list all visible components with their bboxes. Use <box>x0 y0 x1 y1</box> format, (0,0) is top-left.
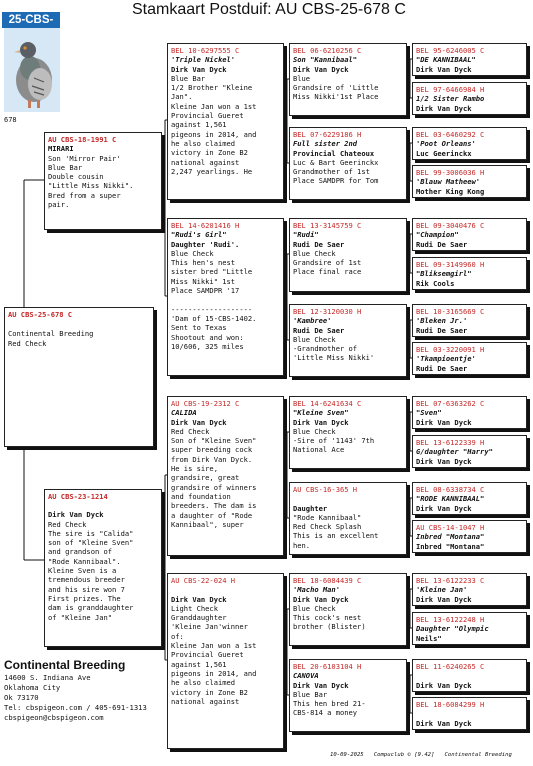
sire-name: MIRARI <box>48 144 74 154</box>
gen3-5-ring: AU CBS-16-365 H <box>293 485 358 494</box>
gen4-11-card <box>412 520 527 553</box>
gen3-3-line: Blue Check <box>293 334 336 344</box>
gen3-5-line: hen. <box>293 540 311 550</box>
gen3-5-line: Red Check Splash <box>293 522 362 532</box>
gen4-12-card <box>412 573 527 606</box>
gen3-2-line: Blue Check <box>293 248 336 258</box>
gen4-3-card <box>412 165 527 198</box>
sire-card <box>44 132 162 230</box>
gen3-4-line: Blue Check <box>293 426 336 436</box>
gen4-4-ring: BEL 09-3040476 C <box>416 221 485 230</box>
gen4-8-name: "Sven" <box>416 408 442 418</box>
dam-desc-line: The sire is "Calida" <box>48 528 134 538</box>
gen3-2-name: "Rudi" <box>293 230 319 240</box>
breeder-name: Continental Breeding <box>4 658 126 672</box>
gen2-3-owner: Dirk Van Dyck <box>171 594 227 604</box>
gen3-1-owner: Provincial Chateoux <box>293 148 375 158</box>
dam-owner: Dirk Van Dyck <box>48 510 104 520</box>
sire-desc-line: pair. <box>48 200 70 210</box>
gen4-14-ring: BEL 11-6240265 C <box>416 662 485 671</box>
gen3-0-ring: BEL 06-6210256 C <box>293 46 362 55</box>
gen2-3-ring: AU CBS-22-024 H <box>171 576 236 585</box>
gen4-6-owner: Rudi De Saer <box>416 325 468 335</box>
gen2-0-line: 2,247 yearlings. He <box>171 166 253 176</box>
footer-software: Compuclub © [9.42] <box>373 752 435 758</box>
gen4-3-ring: BEL 99-3006036 H <box>416 168 485 177</box>
gen3-6-card <box>289 573 407 646</box>
gen2-1-line: Shootout and won: <box>171 332 244 342</box>
gen4-11-owner: Inbred "Montana" <box>416 541 485 551</box>
gen2-0-name: 'Triple Nickel' <box>171 55 236 65</box>
gen3-5-card <box>289 482 407 555</box>
gen4-7-owner: Rudi De Saer <box>416 363 468 373</box>
dam-desc-line: Kleine Sven is a <box>48 566 117 576</box>
gen2-2-line: super breeding cock <box>171 445 253 455</box>
gen3-0-line: Blue <box>293 73 311 83</box>
gen3-4-line: -Sire of '1143' 7th <box>293 436 375 446</box>
gen2-3-line: pigeons in 2014, and <box>171 668 257 678</box>
gen2-2-line: and foundation <box>171 491 231 501</box>
dam-desc-line: Red Check <box>48 519 87 529</box>
gen4-9-card <box>412 435 527 468</box>
gen4-2-name: 'Poot Orleans' <box>416 139 476 149</box>
gen4-2-ring: BEL 03-6460292 C <box>416 130 485 139</box>
gen4-10-owner: Dirk Van Dyck <box>416 503 472 513</box>
gen3-1-ring: BEL 07-6229186 H <box>293 130 362 139</box>
page-title: Stamkaart Postduif: AU CBS-25-678 C <box>132 1 406 18</box>
gen2-3-line: victory in Zone B2 <box>171 687 248 697</box>
dam-desc-line: and grandson of <box>48 547 113 557</box>
gen4-14-card <box>412 659 527 692</box>
gen4-14-owner: Dirk Van Dyck <box>416 680 472 690</box>
gen3-5-line: This is an excellent <box>293 531 379 541</box>
gen3-1-line: Luc & Bart Geerinckx <box>293 157 379 167</box>
gen3-4-name: "Kleine Sven" <box>293 408 349 418</box>
breeder-address-3: Ok 73170 <box>4 693 39 702</box>
gen2-3-line: Granddaughter <box>171 613 227 623</box>
gen4-12-name: 'Kleine Jan' <box>416 585 468 595</box>
gen2-1-line: Sent to Texas <box>171 323 227 333</box>
gen4-4-name: "Champion" <box>416 230 459 240</box>
gen4-1-ring: BEL 97-6466984 H <box>416 85 485 94</box>
dam-desc-line: of "Kleine Jan" <box>48 612 113 622</box>
gen4-6-name: 'Bleken Jr.' <box>416 316 468 326</box>
breeder-phone: Tel: cbspigeon.com / 405-691-1313 <box>4 703 147 712</box>
gen3-1-card <box>289 127 407 200</box>
gen2-2-line: Kannibaal", super <box>171 519 244 529</box>
footer-date: 10-09-2025 <box>330 752 364 758</box>
gen2-3-line: 'Kleine Jan'winner <box>171 622 248 632</box>
gen2-0-line: Jan". <box>171 92 193 102</box>
gen3-6-name: 'Macho Man' <box>293 585 340 595</box>
breeder-email: cbspigeon@cbspigeon.com <box>4 713 104 722</box>
gen2-1-name: "Rudi's Girl" <box>171 230 227 240</box>
gen3-0-name: Son "Kannibaal" <box>293 55 358 65</box>
gen4-10-ring: BEL 08-6338734 C <box>416 485 485 494</box>
gen2-3-line: of: <box>171 631 184 641</box>
gen3-6-line: Blue Check <box>293 603 336 613</box>
gen4-0-name: "DE KANNIBAAL" <box>416 55 476 65</box>
gen4-9-owner: Dirk Van Dyck <box>416 456 472 466</box>
dam-ring: AU CBS-23-1214 <box>48 492 108 501</box>
gen4-4-owner: Rudi De Saer <box>416 239 468 249</box>
gen2-3-line: Light Check <box>171 603 218 613</box>
sire-description <box>48 154 158 210</box>
gen2-1-line: Miss Nikki" 1st <box>171 276 236 286</box>
gen3-7-line: This hen bred 21- <box>293 699 366 709</box>
sire-desc-line: Blue Bar <box>48 162 83 172</box>
gen4-11-name: Inbred "Montana" <box>416 532 485 542</box>
gen3-5-name <box>293 494 403 503</box>
gen2-3-line: Kleine Jan won a 1st <box>171 641 257 651</box>
gen4-15-owner: Dirk Van Dyck <box>416 718 472 728</box>
gen3-6-owner: Dirk Van Dyck <box>293 594 349 604</box>
gen2-2-line: grandsire, great <box>171 473 240 483</box>
gen3-2-owner: Rudi De Saer <box>293 239 345 249</box>
gen4-0-card <box>412 43 527 76</box>
sire-desc-line: Son 'Mirror Pair' <box>48 153 121 163</box>
subject-owner: Continental Breeding <box>8 329 94 339</box>
gen2-0-card <box>167 43 284 200</box>
gen4-6-card <box>412 304 527 337</box>
dam-desc-line: First prizes. The <box>48 593 121 603</box>
gen4-15-ring: BEL 18-6084299 H <box>416 700 485 709</box>
gen2-3-line: national against <box>171 696 240 706</box>
gen2-0-owner: Dirk Van Dyck <box>171 64 227 74</box>
gen4-1-name: 1/2 Sister Rambo <box>416 94 485 104</box>
photo-number: 678 <box>4 116 17 124</box>
gen2-2-line: from Dirk Van Dyck. <box>171 454 253 464</box>
gen3-7-card <box>289 659 407 732</box>
gen2-2-line: Son of "Kleine Sven" <box>171 436 257 446</box>
gen4-8-ring: BEL 07-6363262 C <box>416 399 485 408</box>
gen4-9-name: G/daughter "Harry" <box>416 447 493 457</box>
gen3-4-line: National Ace <box>293 445 345 455</box>
gen4-1-owner: Dirk Van Dyck <box>416 103 472 113</box>
gen4-13-name: Daughter "Olympic <box>416 624 489 634</box>
gen4-4-card <box>412 218 527 251</box>
gen2-3-line: he also claimed <box>171 678 236 688</box>
sire-desc-line: "Little Miss Nikki". <box>48 181 134 191</box>
breeder-info <box>4 660 164 723</box>
gen4-7-ring: BEL 03-3220091 H <box>416 345 485 354</box>
gen3-7-ring: BEL 20-6103104 H <box>293 662 362 671</box>
gen4-11-ring: AU CBS-14-1047 H <box>416 523 485 532</box>
dam-desc-line: son of "Kleine Sven" <box>48 538 134 548</box>
gen2-0-line: he also claimed <box>171 138 236 148</box>
gen4-8-card <box>412 396 527 429</box>
subject-ring: AU CBS-25-678 C <box>8 310 73 319</box>
gen4-3-owner: Mother King Kong <box>416 186 485 196</box>
gen4-13-ring: BEL 13-6122248 H <box>416 615 485 624</box>
dam-card <box>44 489 162 647</box>
gen2-2-line: grandsire of winners <box>171 482 257 492</box>
gen2-2-line: He is sire, <box>171 464 218 474</box>
gen2-0-line: Provincial Gueret <box>171 111 244 121</box>
gen2-0-line: Kleine Jan won a 1st <box>171 101 257 111</box>
gen3-2-ring: BEL 13-3145759 C <box>293 221 362 230</box>
gen4-5-card <box>412 257 527 290</box>
gen3-3-line: 'Little Miss Nikki' <box>293 353 375 363</box>
gen3-0-line: Grandsire of 'Little <box>293 83 379 93</box>
sire-ring: AU CBS-18-1991 C <box>48 135 117 144</box>
gen4-14-name <box>416 671 523 680</box>
gen3-4-owner: Dirk Van Dyck <box>293 417 349 427</box>
gen2-1-ring: BEL 14-6201416 H <box>171 221 240 230</box>
gen2-2-line: Red Check <box>171 426 210 436</box>
gen4-15-name <box>416 709 523 718</box>
sire-desc-line: Double cousin <box>48 172 104 182</box>
gen4-5-name: "Bliksemgirl" <box>416 269 472 279</box>
gen2-1-line: sister bred "Little <box>171 267 253 277</box>
dam-desc-line: tremendous breeder <box>48 575 125 585</box>
gen4-2-owner: Luc Geerinckx <box>416 148 472 158</box>
gen3-2-card <box>289 218 407 292</box>
gen4-10-card <box>412 482 527 515</box>
subject-card <box>4 307 154 447</box>
gen4-6-ring: BEL 10-3165669 C <box>416 307 485 316</box>
gen4-15-card <box>412 697 527 730</box>
gen3-3-name: 'Kambree' <box>293 316 332 326</box>
gen2-0-line: national against <box>171 157 240 167</box>
gen3-3-line: -Grandmother of <box>293 344 358 354</box>
gen3-1-name: Full sister 2nd <box>293 139 358 149</box>
ring-badge: 25-CBS- <box>2 12 60 28</box>
gen2-0-line: victory in Zone B2 <box>171 148 248 158</box>
gen2-1-owner: Daughter 'Rudi'. <box>171 239 240 249</box>
gen3-0-owner: Dirk Van Dyck <box>293 64 349 74</box>
gen3-3-owner: Rudi De Saer <box>293 325 345 335</box>
gen4-5-owner: Rik Cools <box>416 278 455 288</box>
gen3-7-line: Blue Bar <box>293 689 328 699</box>
breeder-address-2: Oklahoma City <box>4 683 61 692</box>
gen4-13-owner: Neils" <box>416 633 442 643</box>
subject-color: Red Check <box>8 338 47 348</box>
gen2-1-card <box>167 218 284 376</box>
gen3-6-line: This cock's nest <box>293 613 362 623</box>
gen2-2-ring: AU CBS-19-2312 C <box>171 399 240 408</box>
gen3-6-line: brother (Blister) <box>293 622 366 632</box>
dam-desc-line: dam is granddaughter <box>48 603 134 613</box>
gen4-0-owner: Dirk Van Dyck <box>416 64 472 74</box>
gen2-2-name: CALIDA <box>171 408 197 418</box>
footer-owner: Continental Breeding <box>444 752 512 758</box>
gen3-3-card <box>289 304 407 377</box>
gen2-1-line <box>171 295 280 304</box>
gen4-0-ring: BEL 95-6246005 C <box>416 46 485 55</box>
gen2-3-name <box>171 585 280 594</box>
gen2-2-line: a daughter of "Rode <box>171 510 253 520</box>
dam-desc-line: and his sire won 7 <box>48 584 125 594</box>
gen4-3-name: 'Blauw Matheew' <box>416 177 481 187</box>
gen4-7-name: 'Tkampioentje' <box>416 354 476 364</box>
footer <box>330 752 512 758</box>
gen3-2-line: Place final race <box>293 267 362 277</box>
gen3-5-line: "Rode Kannibaal" <box>293 512 362 522</box>
gen3-3-ring: BEL 12-3120030 H <box>293 307 362 316</box>
gen3-7-line: CBS-814 a money <box>293 708 358 718</box>
gen3-1-line: Grandmother of 1st <box>293 167 370 177</box>
gen4-13-card <box>412 612 527 645</box>
gen4-2-card <box>412 127 527 160</box>
gen2-1-line: ------------------- <box>171 304 253 314</box>
gen3-2-line: Grandsire of 1st <box>293 258 362 268</box>
dam-description <box>48 520 158 622</box>
gen2-1-line: 10/606, 325 miles <box>171 341 244 351</box>
gen4-1-card <box>412 82 527 115</box>
gen2-3-card <box>167 573 284 749</box>
gen4-5-ring: BEL 09-3149960 H <box>416 260 485 269</box>
gen3-5-owner: Daughter <box>293 503 328 513</box>
gen2-1-line: This hen's nest <box>171 258 236 268</box>
gen4-9-ring: BEL 13-6122339 H <box>416 438 485 447</box>
gen3-0-line: Miss Nikki'1st Place <box>293 92 379 102</box>
gen3-7-owner: Dirk Van Dyck <box>293 680 349 690</box>
gen4-12-ring: BEL 13-6122233 C <box>416 576 485 585</box>
gen4-12-owner: Dirk Van Dyck <box>416 594 472 604</box>
gen4-7-card <box>412 342 527 375</box>
gen3-1-line: Place SAMDPR for Tom <box>293 176 379 186</box>
gen2-0-line: against 1,561 <box>171 120 227 130</box>
gen3-0-card <box>289 43 407 116</box>
gen2-0-line: Blue Bar <box>171 73 206 83</box>
gen2-1-line: Place SAMDPR '17 <box>171 286 240 296</box>
gen4-10-name: "RODE KANNIBAAL" <box>416 494 485 504</box>
gen2-1-line: 'Dam of 15-CBS-1402. <box>171 313 257 323</box>
gen2-2-owner: Dirk Van Dyck <box>171 417 227 427</box>
gen2-0-line: 1/2 Brother "Kleine <box>171 83 253 93</box>
gen3-7-name: CANOVA <box>293 671 319 681</box>
breeder-address-1: 14600 S. Indiana Ave <box>4 673 91 682</box>
dam-desc-line: "Rode Kannibaal". <box>48 556 121 566</box>
gen3-6-ring: BEL 18-6084439 C <box>293 576 362 585</box>
gen2-2-line: breeders. The dam is <box>171 501 257 511</box>
gen2-3-line: against 1,561 <box>171 659 227 669</box>
gen3-4-ring: BEL 14-6241634 C <box>293 399 362 408</box>
gen2-1-line: Blue Check <box>171 248 214 258</box>
gen2-0-line: pigeons in 2014, and <box>171 129 257 139</box>
gen2-2-card <box>167 396 284 556</box>
gen4-8-owner: Dirk Van Dyck <box>416 417 472 427</box>
gen2-0-ring: BEL 10-6297555 C <box>171 46 240 55</box>
gen3-4-card <box>289 396 407 469</box>
sire-desc-line: Bred from a super <box>48 190 121 200</box>
gen2-3-line: Provincial Gueret <box>171 650 244 660</box>
